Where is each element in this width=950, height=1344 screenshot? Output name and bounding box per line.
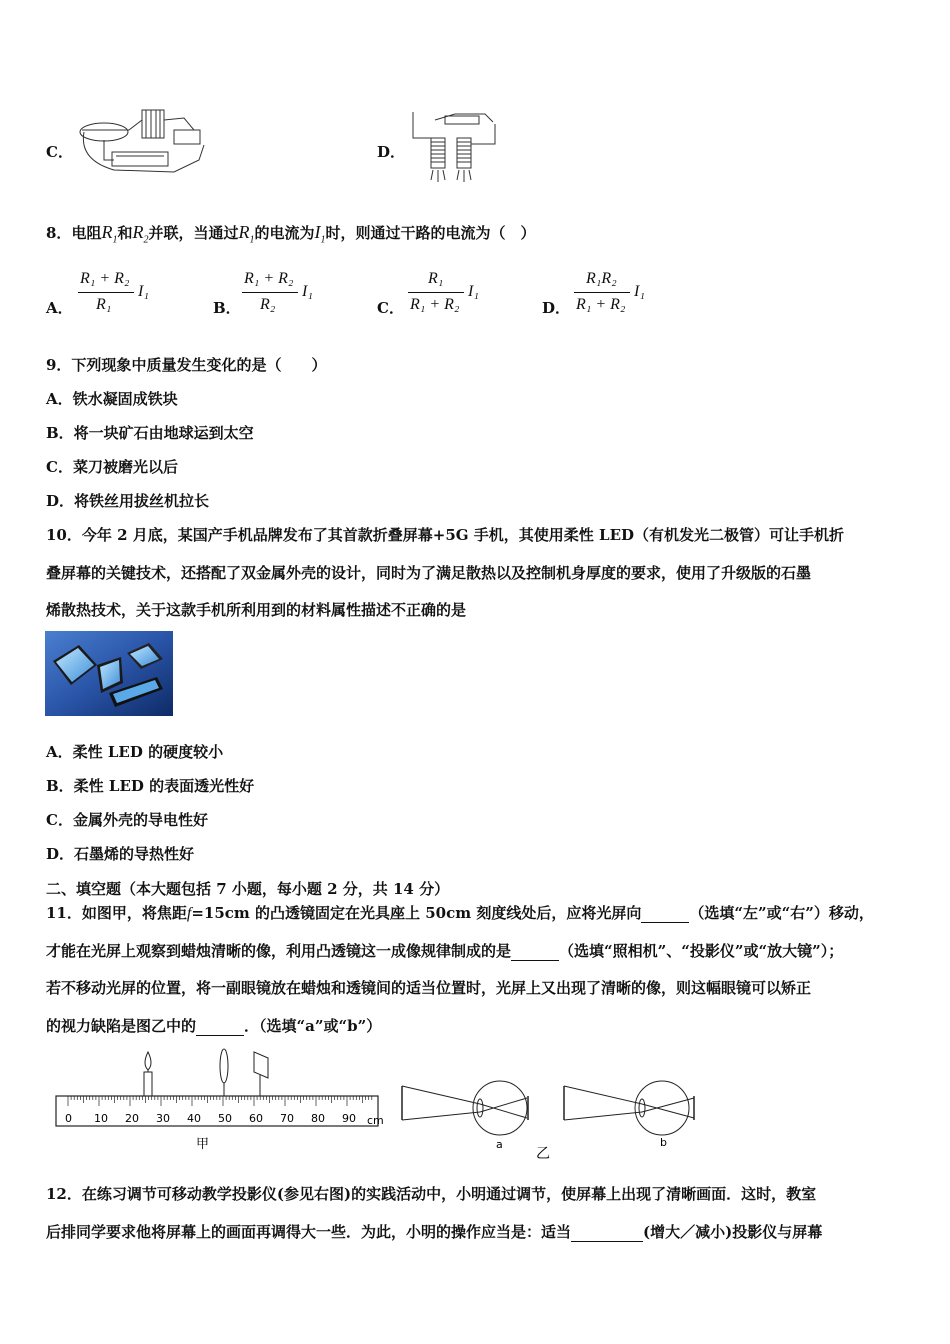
q11-f-symbol: f <box>186 905 192 922</box>
q11-line-4: 的视力缺陷是图乙中的 ．（选填“a”或“b”） <box>46 1017 382 1035</box>
optical-bench-ticks <box>65 1096 372 1125</box>
ruler-tick-label: 20 <box>125 1112 139 1125</box>
figure-yi-label: 乙 <box>536 1146 550 1162</box>
ruler-tick-label: 60 <box>249 1112 263 1125</box>
q8-option-b-label: B． <box>213 299 241 317</box>
eye-diagram-b <box>564 1081 694 1135</box>
q8-and: 和 <box>117 224 133 242</box>
q8-r1-again: $R_1$ <box>238 222 255 246</box>
q12-blank-1[interactable] <box>571 1223 643 1242</box>
q7-option-d-electromagnet-image <box>405 108 500 184</box>
q10-stem-line-3: 烯散热技术，关于这款手机所利用到的材料属性描述不正确的是 <box>46 601 467 619</box>
ruler-tick-label: 80 <box>311 1112 325 1125</box>
figure-jia-label: 甲 <box>196 1137 210 1152</box>
q8-option-c-label: C． <box>377 299 404 317</box>
q9-option-c: C．菜刀被磨光以后 <box>46 458 178 476</box>
section-2-heading: 二、填空题（本大题包括 7 小题，每小题 2 分，共 14 分） <box>46 880 450 898</box>
light-screen-icon <box>254 1052 268 1096</box>
ruler-tick-label: 40 <box>187 1112 201 1125</box>
q8-option-c-formula: R₁ R₁ + R₂ I₁ <box>410 270 479 313</box>
ruler-tick-label: 30 <box>156 1112 170 1125</box>
ruler-tick-label: 50 <box>218 1112 232 1125</box>
q8-option-a-label: A． <box>46 299 73 317</box>
q8-text-3: 的电流为 <box>254 224 315 242</box>
q11-blank-2[interactable] <box>511 942 559 961</box>
q10-stem-line-1: 10．今年 2 月底，某国产手机品牌发布了其首款折叠屏幕+5G 手机，其使用柔性 LED（有机发光二极管）可让手机折 <box>46 526 845 544</box>
candle-icon <box>144 1052 152 1096</box>
q8-i1: $I_1$ <box>314 222 326 246</box>
q11-line-3: 若不移动光屏的位置，将一副眼镜放在蜡烛和透镜间的适当位置时，光屏上又出现了清晰的像，则这幅眼镜可以矫正 <box>46 979 812 997</box>
q11-eye-figures <box>392 1072 712 1162</box>
q8-text-2: 并联，当通过 <box>148 224 239 242</box>
q11-blank-1[interactable] <box>641 904 689 923</box>
q10-option-b: B．柔性 LED 的表面透光性好 <box>46 777 255 795</box>
ruler-tick-label: 10 <box>94 1112 108 1125</box>
q10-option-a: A．柔性 LED 的硬度较小 <box>46 743 224 761</box>
q8-option-d-formula: R₁R₂ R₁ + R₂ I₁ <box>576 270 645 313</box>
q11-blank-3[interactable] <box>196 1017 244 1036</box>
q11-optical-bench-figure <box>50 1044 385 1154</box>
q8-option-d-label: D． <box>542 299 571 317</box>
q8-text-4: 时，则通过干路的电流为（ ） <box>325 224 536 242</box>
q7-option-c-label: C． <box>46 143 73 161</box>
q10-option-c: C．金属外壳的导电性好 <box>46 811 208 829</box>
ruler-tick-label: 70 <box>280 1112 294 1125</box>
q8-option-b-formula: R₁ + R₂ R₂ I₁ <box>244 270 313 313</box>
optical-bench-unit: cm <box>367 1114 384 1127</box>
q8-text-1: 电阻 <box>71 224 102 242</box>
eye-a-label: a <box>496 1138 503 1151</box>
eye-b-label: b <box>660 1136 667 1149</box>
q9-option-a: A．铁水凝固成铁块 <box>46 390 178 408</box>
q11-line-2: 才能在光屏上观察到蜡烛清晰的像，利用凸透镜这一成像规律制成的是 （选填“照相机”、“投影仪”或“放大镜”）； <box>46 942 844 960</box>
q9-stem: 9．下列现象中质量发生变化的是（ ） <box>46 356 327 374</box>
q8-stem <box>46 222 536 246</box>
q10-option-d: D．石墨烯的导热性好 <box>46 845 195 863</box>
convex-lens-icon <box>220 1049 228 1096</box>
q11-line-1: 11．如图甲，将焦距f=15cm 的凸透镜固定在光具座上 50cm 刻度线处后，应将光屏向 （选填“左”或“右”）移动， <box>46 904 874 922</box>
q12-line-2: 后排同学要求他将屏幕上的画面再调得大一些．为此，小明的操作应当是：适当 (增大／减小)投影仪与屏幕 <box>46 1223 823 1241</box>
q7-option-d-label: D． <box>377 143 406 161</box>
q8-r2: $R_2$ <box>132 222 149 246</box>
q8-r1: $R_1$ <box>101 222 118 246</box>
q7-option-c-circuit-image <box>74 100 209 185</box>
q12-line-1: 12．在练习调节可移动教学投影仪(参见右图)的实践活动中，小明通过调节，使屏幕上出现了清晰画面．这时，教室 <box>46 1185 817 1203</box>
q9-option-d: D．将铁丝用拔丝机拉长 <box>46 492 210 510</box>
ruler-tick-label: 0 <box>65 1112 72 1125</box>
ruler-tick-label: 90 <box>342 1112 356 1125</box>
q8-number: 8． <box>46 224 72 242</box>
q9-option-b: B．将一块矿石由地球运到太空 <box>46 424 254 442</box>
q10-stem-line-2: 叠屏幕的关键技术，还搭配了双金属外壳的设计，同时为了满足散热以及控制机身厚度的要求，使用了升级版的石墨 <box>46 564 812 582</box>
eye-diagram-a <box>402 1081 528 1135</box>
q10-phone-image <box>45 631 173 716</box>
q8-option-a-formula: R₁ + R₂ R₁ I₁ <box>80 270 149 313</box>
